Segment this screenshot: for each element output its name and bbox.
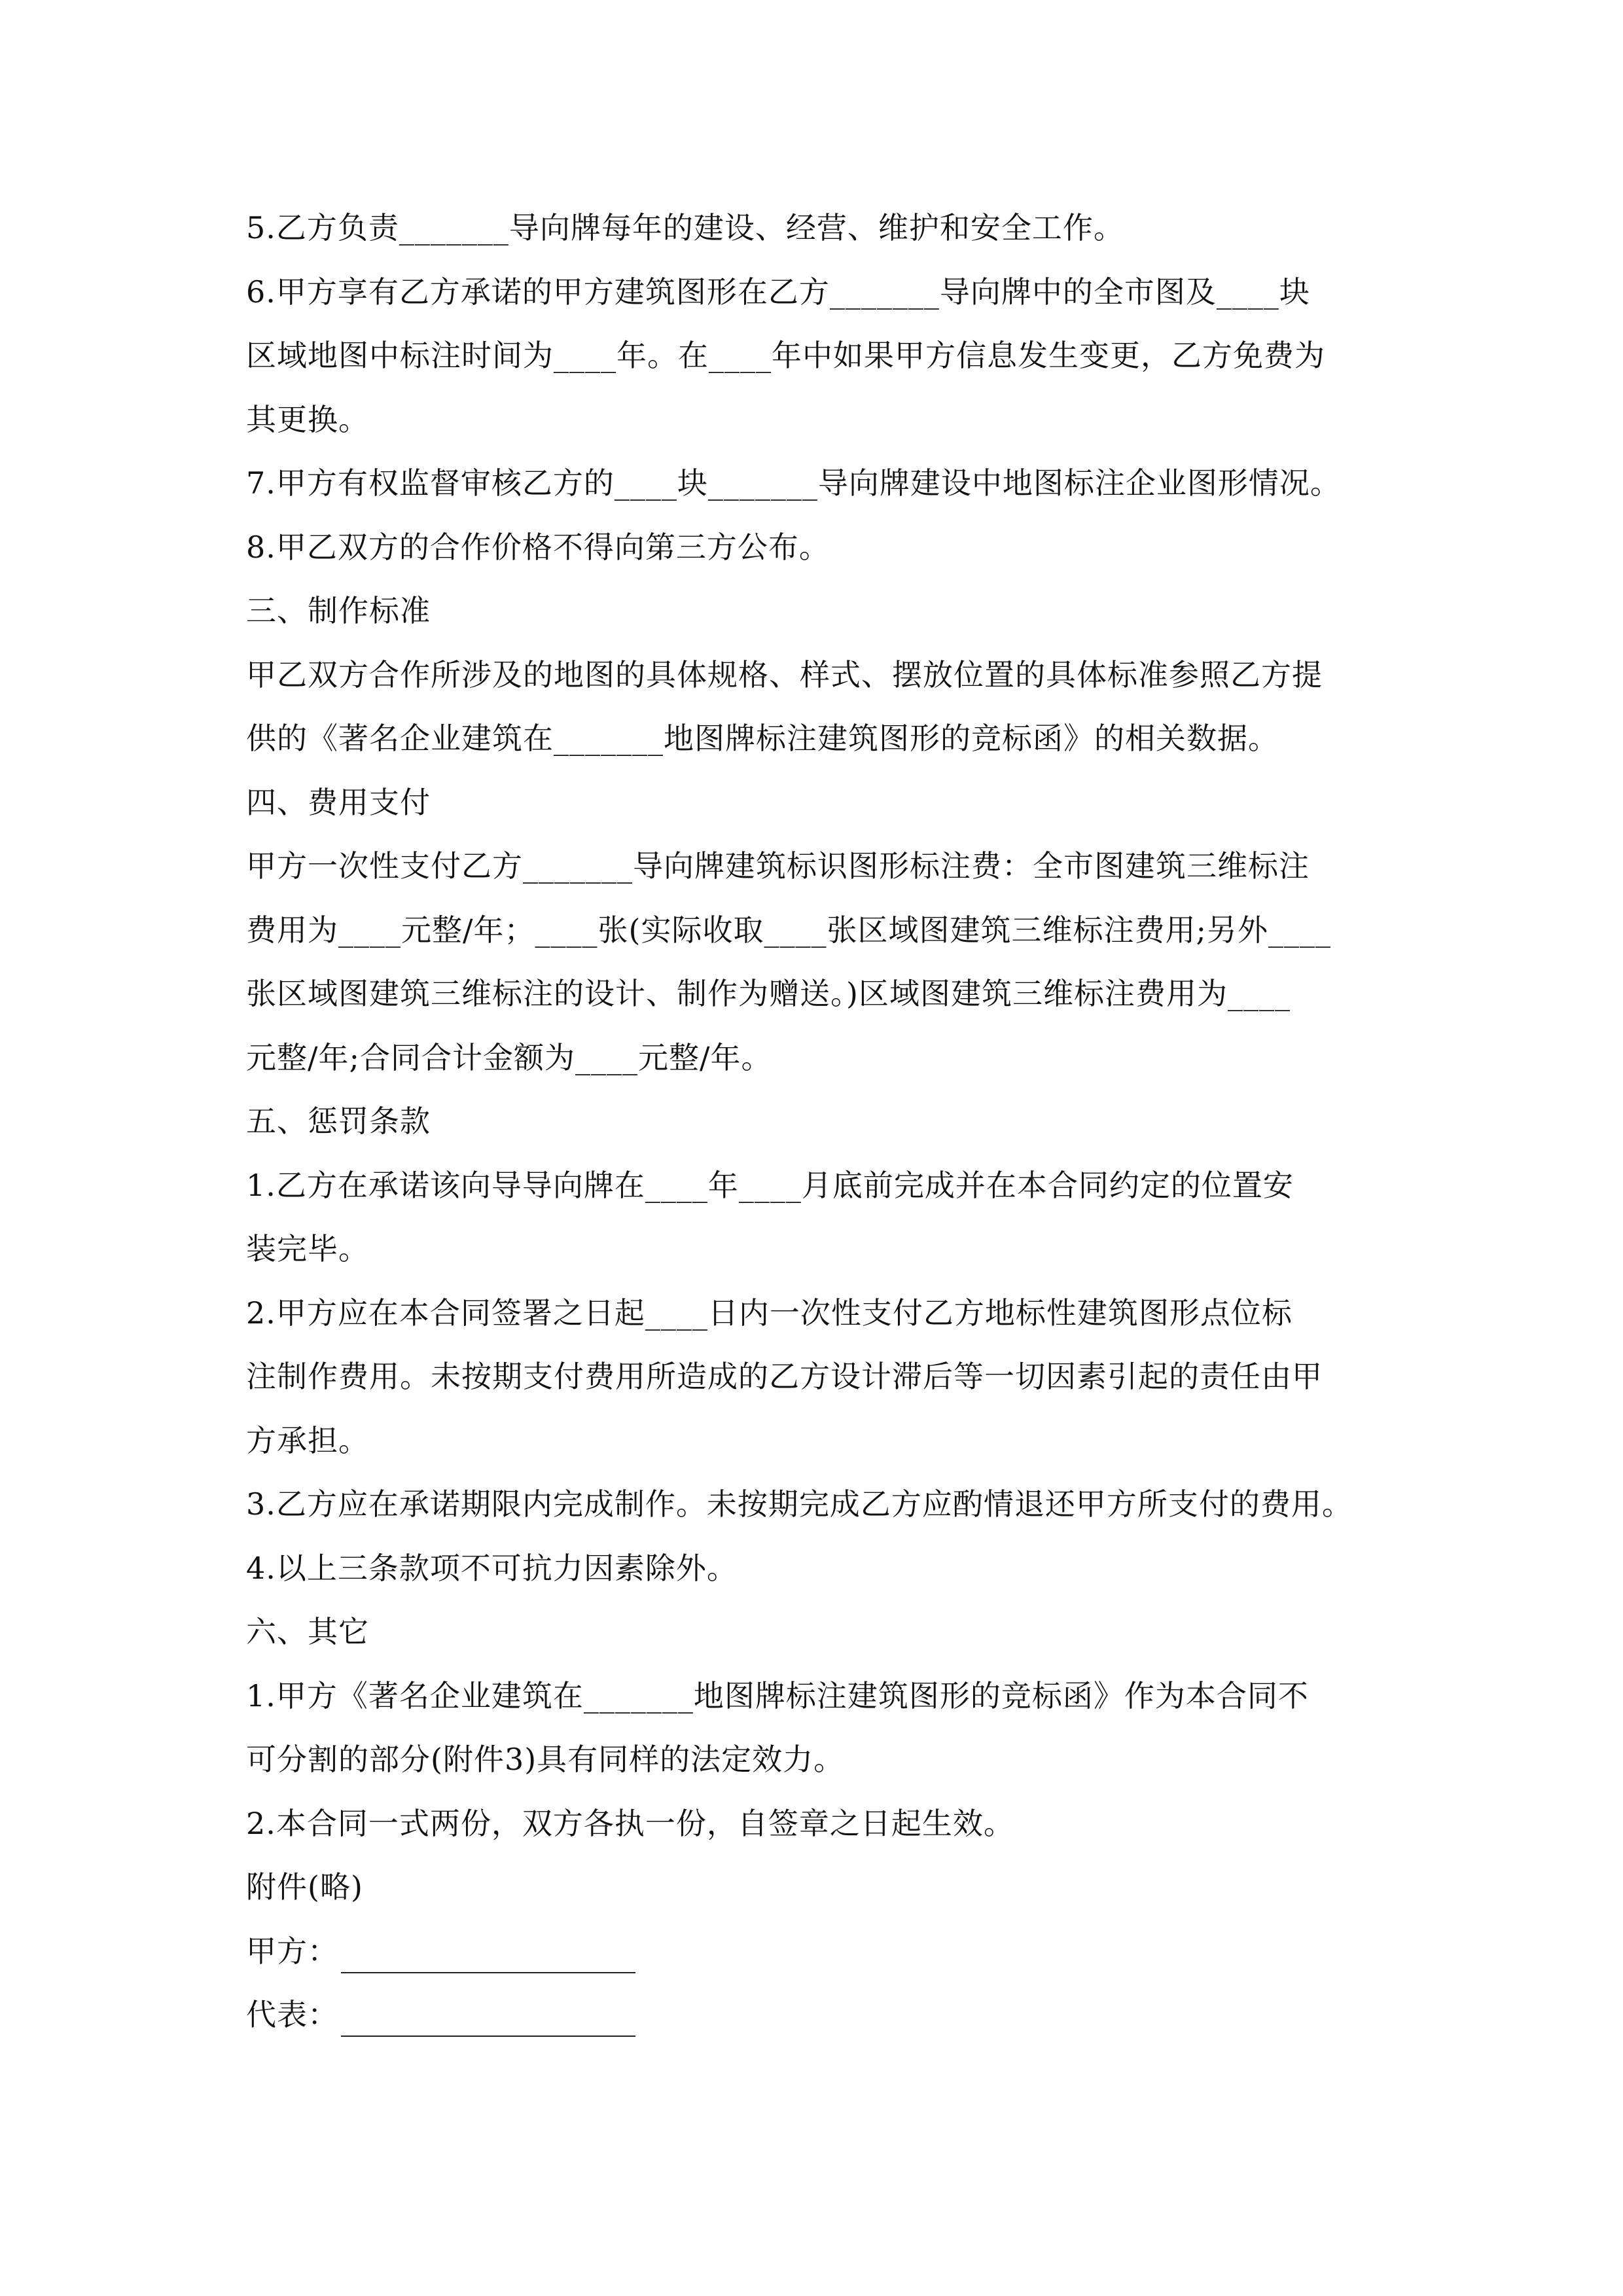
party-a-signature-line — [341, 1972, 635, 1973]
clause-7: 7.甲方有权监督审核乙方的____块_______导向牌建设中地图标注企业图形情况。 — [246, 465, 1341, 501]
section-3-heading: 三、制作标准 — [246, 593, 431, 628]
clause-6-line-3: 其更换。 — [246, 401, 369, 437]
contract-body — [246, 196, 1398, 2047]
section-4-line-1: 甲方一次性支付乙方_______导向牌建筑标识图形标注费：全市图建筑三维标注 — [246, 848, 1310, 884]
other-1-line-2: 可分割的部分(附件3)具有同样的法定效力。 — [246, 1742, 845, 1777]
penalty-1-line-2: 装完毕。 — [246, 1231, 369, 1266]
section-3-line-2: 供的《著名企业建筑在_______地图牌标注建筑图形的竞标函》的相关数据。 — [246, 721, 1279, 756]
party-a-signature-row — [246, 1920, 1398, 1984]
section-4-line-2: 费用为____元整/年；____张(实际收取____张区域图建筑三维标注费用;另外____ — [246, 912, 1331, 948]
party-a-label: 甲方： — [246, 1933, 338, 1969]
penalty-4: 4.以上三条款项不可抗力因素除外。 — [246, 1550, 738, 1586]
section-4-line-4: 元整/年;合同合计金额为____元整/年。 — [246, 1039, 772, 1075]
representative-signature-row — [246, 1983, 1398, 2047]
section-4-heading: 四、费用支付 — [246, 784, 431, 820]
clause-8: 8.甲乙双方的合作价格不得向第三方公布。 — [246, 529, 830, 565]
clause-6-line-2: 区域地图中标注时间为____年。在____年中如果甲方信息发生变更，乙方免费为 — [246, 338, 1325, 373]
penalty-3: 3.乙方应在承诺期限内完成制作。未按期完成乙方应酌情退还甲方所支付的费用。 — [246, 1486, 1353, 1522]
section-3-line-1: 甲乙双方合作所涉及的地图的具体规格、样式、摆放位置的具体标准参照乙方提 — [246, 656, 1323, 692]
other-2: 2.本合同一式两份，双方各执一份，自签章之日起生效。 — [246, 1805, 1014, 1841]
section-6-heading: 六、其它 — [246, 1614, 369, 1649]
penalty-2-line-1: 2.甲方应在本合同签署之日起____日内一次性支付乙方地标性建筑图形点位标 — [246, 1295, 1293, 1331]
section-5-heading: 五、惩罚条款 — [246, 1103, 431, 1139]
penalty-2-line-2: 注制作费用。未按期支付费用所造成的乙方设计滞后等一切因素引起的责任由甲 — [246, 1359, 1323, 1394]
representative-label: 代表： — [246, 1997, 338, 2032]
section-4-line-3: 张区域图建筑三维标注的设计、制作为赠送。)区域图建筑三维标注费用为____ — [246, 976, 1291, 1011]
other-1-line-1: 1.甲方《著名企业建筑在_______地图牌标注建筑图形的竞标函》作为本合同不 — [246, 1677, 1309, 1713]
clause-6-line-1: 6.甲方享有乙方承诺的甲方建筑图形在乙方_______导向牌中的全市图及____块 — [246, 274, 1310, 310]
clause-5: 5.乙方负责_______导向牌每年的建设、经营、维护和安全工作。 — [246, 210, 1124, 245]
attachment-note: 附件(略) — [246, 1869, 363, 1905]
penalty-1-line-1: 1.乙方在承诺该向导导向牌在____年____月底前完成并在本合同约定的位置安 — [246, 1167, 1294, 1203]
representative-signature-line — [341, 2036, 635, 2037]
penalty-2-line-3: 方承担。 — [246, 1422, 369, 1458]
